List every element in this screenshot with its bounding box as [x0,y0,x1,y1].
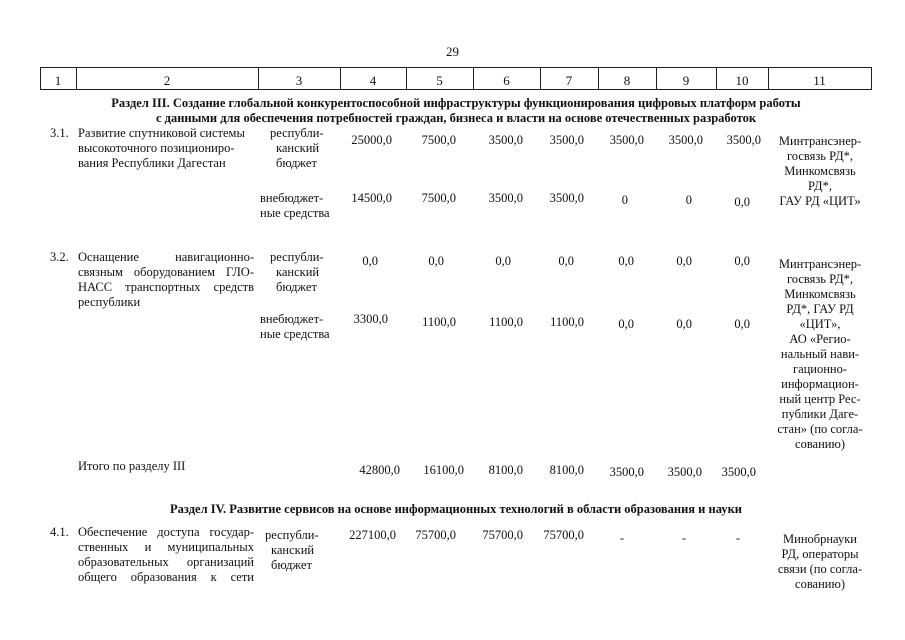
header-top-border [40,67,872,68]
text-line: Минтрансэнер- [778,257,862,271]
value-cell: 0 [685,193,692,207]
measure-name [78,126,254,171]
text-line: бюджет [276,280,317,294]
value-cell: 8100,0 [549,463,584,477]
value-cell: 25000,0 [351,133,392,147]
value-cell: 0,0 [676,317,692,331]
value-cell: 3300,0 [353,312,388,326]
text-line: стан» (по согла- [777,422,863,436]
section-title-line: с данными для обеспечения потребностей граждан, бизнеса и власти на основе отечественных разработок [155,111,757,125]
value-cell: 1100,0 [489,315,523,329]
funding-source [260,312,340,342]
value-cell: 3500,0 [668,133,703,147]
section-4-title: Раздел IV. Развитие сервисов на основе информационных технологий в области образования и науки [170,502,742,516]
value-cell: 0,0 [734,254,750,268]
funding-source [265,528,335,573]
text-line: общего образования к сети [78,570,254,584]
value-cell: 0,0 [734,195,750,209]
value-cell: 7500,0 [421,133,456,147]
section-3-title [40,96,872,126]
text-line: Развитие спутниковой системы [78,126,245,140]
text-line: госвязь РД*, [786,272,854,286]
column-number: 2 [163,73,171,88]
text-line: РД, операторы [781,547,859,561]
text-line: гационно- [792,362,848,376]
value-cell: 1100,0 [550,315,584,329]
executor [770,134,870,209]
column-number: 8 [623,73,631,88]
text-line: канский [271,543,315,557]
value-cell: 3500,0 [549,191,584,205]
text-line: республи- [265,528,319,542]
text-line: Обеспечение доступа государ- [78,525,254,539]
value-cell: 3500,0 [488,133,523,147]
value-cell: - [619,531,624,545]
value-cell: 42800,0 [359,463,400,477]
value-cell: 0,0 [495,254,511,268]
value-cell: 1100,0 [422,315,456,329]
text-line: республи- [270,126,324,140]
text-line: РД*, ГАУ РД [786,302,854,316]
executor [770,257,870,452]
text-line: ГАУ РД «ЦИТ» [779,194,861,208]
value-cell: 0,0 [558,254,574,268]
row-number: 3.2. [50,250,69,264]
text-line: внебюджет- [260,312,324,326]
value-cell: 3500,0 [726,133,761,147]
text-line: сованию) [795,437,845,451]
section-title-line: Раздел III. Создание глобальной конкурентоспособной инфраструктуры функционирования цифровых платформ работы [111,96,801,110]
column-number: 7 [565,73,573,88]
row-number: 4.1. [50,525,69,539]
text-line: бюджет [276,156,317,170]
text-line: информацион- [781,377,859,391]
value-cell: - [681,531,686,545]
text-line: республики [78,295,141,309]
value-cell: 3500,0 [549,133,584,147]
text-line: канский [276,141,320,155]
executor [770,532,870,592]
column-number: 6 [503,73,510,88]
text-line: республи- [270,250,324,264]
value-cell: 0 [621,193,628,207]
value-cell: 75700,0 [482,528,523,542]
value-cell: 16100,0 [423,463,464,477]
value-cell: 0,0 [428,254,444,268]
page-number: 29 [446,44,459,59]
text-line: образовательных организаций [78,555,254,569]
value-cell: 3500,0 [667,465,702,479]
funding-source [270,250,340,295]
value-cell: 0,0 [618,317,634,331]
text-line: «ЦИТ», [799,317,841,331]
value-cell: 7500,0 [421,191,456,205]
value-cell: 8100,0 [488,463,523,477]
text-line: публики Даге- [781,407,859,421]
value-cell: 0,0 [362,254,378,268]
value-cell: 227100,0 [349,528,396,542]
text-line: АО «Регио- [789,332,851,346]
text-line: канский [276,265,320,279]
value-cell: 0,0 [676,254,692,268]
value-cell: 14500,0 [351,191,392,205]
text-line: ный центр Рес- [779,392,861,406]
text-line: внебюджет- [260,191,324,205]
value-cell: 3500,0 [609,465,644,479]
text-line: нальный нави- [780,347,860,361]
header-bottom-border [40,89,872,90]
column-number: 11 [813,73,826,88]
header-divider [871,67,872,89]
text-line: ные средства [260,327,330,341]
value-cell: 75700,0 [543,528,584,542]
value-cell: 0,0 [734,317,750,331]
value-cell: - [735,531,740,545]
value-cell: 0,0 [618,254,634,268]
text-line: Минобрнауки [783,532,857,546]
text-line: ные средства [260,206,330,220]
text-line: Минкомсвязь [784,164,856,178]
column-number: 10 [735,73,749,88]
column-number: 4 [369,73,377,88]
text-line: связным оборудованием ГЛО- [78,265,254,279]
funding-source [260,191,340,221]
text-line: Минтрансэнер- [778,134,862,148]
value-cell: 3500,0 [721,465,756,479]
row-number: 3.1. [50,126,69,140]
funding-source [270,126,340,171]
text-line: Оснащение навигационно- [78,250,254,264]
value-cell: 3500,0 [488,191,523,205]
text-line: НАСС транспортных средств [78,280,254,294]
value-cell: 75700,0 [415,528,456,542]
text-line: госвязь РД*, [786,149,854,163]
column-number: 3 [295,73,303,88]
column-number: 1 [54,73,62,88]
text-line: РД*, [808,179,832,193]
value-cell: 3500,0 [609,133,644,147]
total-label: Итого по разделу III [78,459,186,473]
text-line: вания Республики Дагестан [78,156,226,170]
text-line: бюджет [271,558,312,572]
text-line: сованию) [795,577,845,591]
measure-name [78,250,254,310]
text-line: Минкомсвязь [784,287,856,301]
text-line: ственных и муниципальных [78,540,254,554]
measure-name [78,525,254,585]
column-number: 5 [436,73,443,88]
text-line: связи (по согла- [777,562,863,576]
column-number: 9 [682,73,690,88]
text-line: высокоточного позициониро- [78,141,235,155]
